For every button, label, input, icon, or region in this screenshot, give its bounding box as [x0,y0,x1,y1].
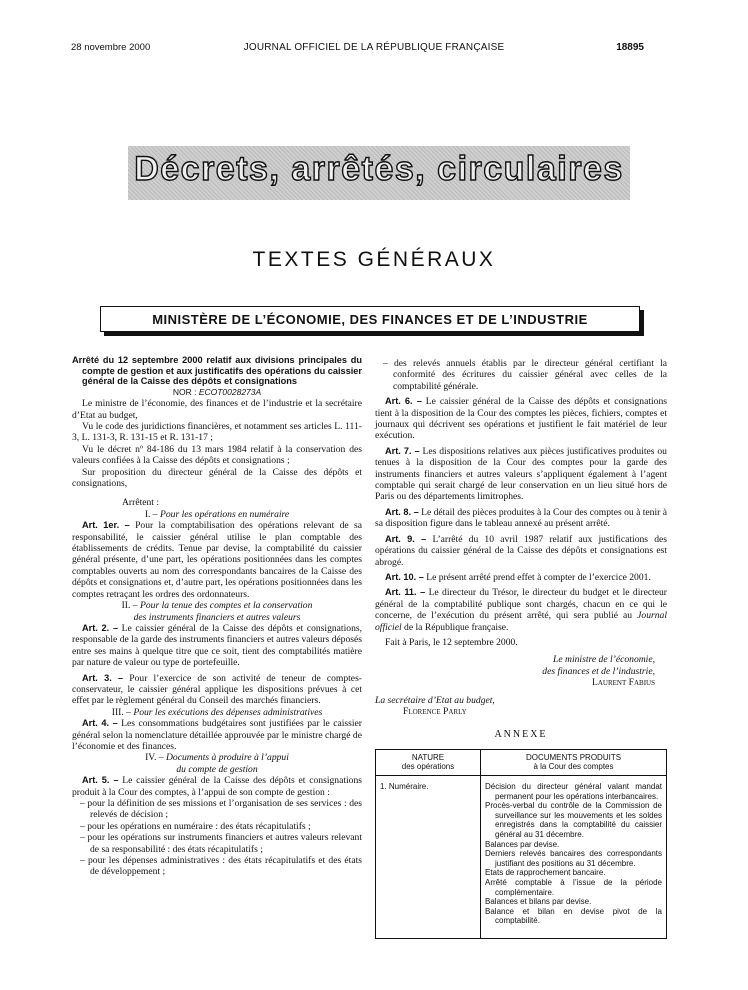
table-cell-nature: 1. Numéraire. [376,775,481,938]
list-item: – des relevés annuels établis par le directeur général certifiant la conformité des écritures du caissier général avec celles de la comptabilité générale. [383,358,667,392]
signature-minister: Le ministre de l’économie, des finances et de l’industrie, Laurent Fabius [542,654,655,689]
preamble-line: Vu le code des juridictions financières, et notamment ses articles L. 111-3, L. 131-3, R. 131-15 et R. 131-17 ; [72,421,362,444]
ministry-box: MINISTÈRE DE L’ÉCONOMIE, DES FINANCES ET DE L’INDUSTRIE [100,306,640,332]
document-item: Etats de rapprochement bancaire. [485,868,606,878]
signing-place-date: Fait à Paris, le 12 septembre 2000. [385,636,518,648]
article-8: Art. 8. – Le détail des pièces produites à la Cour des comptes ou à tenir à sa disposition figure dans le tableau annexé au présent arrêté. [375,506,668,530]
document-item: Balances par devise. [485,839,560,849]
journal-title: JOURNAL OFFICIEL DE LA RÉPUBLIQUE FRANÇAISE [243,42,505,53]
header-date: 28 novembre 2000 [71,42,151,53]
page-number: 18895 [616,42,644,53]
preamble-line: Le ministre de l’économie, des finances et de l’industrie et la secrétaire d’Etat au budget, [72,398,362,421]
right-column [375,358,667,939]
table-header-row [376,749,667,775]
banner-title: Décrets, arrêtés, circulaires [134,150,624,188]
annex-table [375,749,667,939]
annex-title: ANNEXE [494,729,548,741]
preamble-line: Sur proposition du directeur général de la Caisse des dépôts et consignations, [72,466,362,490]
document-item: Balance et bilan en devise pivot de la comptabilité. [485,906,662,926]
table-cell-documents [481,775,667,938]
article-1: Art. 1er. – Pour la comptabilisation des opérations relevant de sa responsabilité, le caissier général utilise le plan comptable des établissements de crédits. Tenue par devise, la comptabilité du caissier général présente, d’une part, les opérations positionnées dans les comptes comptables ouverts au nom des correspondants bancaires de la Caisse des dépôts et consignations et, d’autre part, les opérations positionnées dans les comptes retraçant les ordres des ordonnateurs. [72,520,362,600]
category-banner [128,146,630,200]
list-item: – pour les dépenses administratives : des états récapitulatifs et des états de développement ; [80,855,362,878]
table-row [376,775,667,938]
article-11: Art. 11. – Le directeur du Trésor, le directeur du budget et le directeur général de la comptabilité publique sont chargés, chacun en ce qui le concerne, de l’exécution du présent arrêté, qui sera publié au Journal officiel de la République française. [375,587,668,633]
section-heading-4: IV. – Documents à produire à l’appui du compte de gestion [145,752,289,775]
article-10: Art. 10. – Le présent arrêté prend effet à compter de l’exercice 2001. [385,571,651,583]
nor-value: ECOT0028273A [198,386,262,397]
section-heading-3: III. – Pour les exécutions des dépenses administratives [111,706,323,718]
article-7: Art. 7. – Les dispositions relatives aux pièces justificatives produites ou tenues à la disposition de la Cour des comptes pour la garde des instruments financiers et autres valeurs s’appliquent également à l’agent comptable qui serait chargé de leur conservation en un lieu situé hors de Paris ou des départements limitrophes. [375,445,667,503]
document-item: Procès-verbal du contrôle de la Commission de surveillance sur les mouvements et les soldes enregistrés dans la comptabilité du caissier général au 31 décembre. [485,801,662,839]
document-item: Balances et bilans par devise. [485,897,592,907]
column-header-nature: NATURE des opérations [376,749,481,775]
document-item: Décision du directeur général valant mandat permanent pour les opérations interbancaires. [485,781,662,801]
column-header-documents: DOCUMENTS PRODUITS à la Cour des comptes [481,749,667,775]
left-column [72,355,362,878]
section-heading-1: I. – Pour les opérations en numéraire [144,508,290,520]
document-item: Arrêté comptable à l’issue de la période complémentaire. [485,877,662,897]
article-2: Art. 2. – Le caissier général de la Caisse des dépôts et consignations, responsable de la garde des instruments financiers et autres valeurs déposés entre ses mains à quelque titre que ce soit, tient des comptabilités matière par nature de valeur ou type de portefeuille. [72,622,362,669]
list-item: – pour la définition de ses missions et l’organisation de ses services : des relevés de décision ; [80,798,362,821]
section-heading-2: II. – Pour la tenue des comptes et la conservation des instruments financiers et autres valeurs [121,600,313,623]
decree-title: Arrêté du 12 septembre 2000 relatif aux divisions principales du compte de gestion et aux justificatifs des opérations du caissier général de la Caisse des dépôts et consignations [72,355,362,387]
article-4: Art. 4. – Les consommations budgétaires sont justifiées par le caissier général selon la nomenclature détaillée approuvée par le ministre chargé de l’économie et des finances. [72,718,362,752]
article-5: Art. 5. – Le caissier général de la Caisse des dépôts et consignations produit à la Cour des comptes, à l’appui de son compte de gestion : [72,775,363,798]
article-3: Art. 3. – Pour l’exercice de son activité de teneur de comptes-conservateur, le caissier général applique les dispositions prévues à cet effet par le règlement général du Conseil des marchés financiers. [72,672,362,707]
article-6: Art. 6. – Le caissier général de la Caisse des dépôts et consignations tient à la disposition de la Cour des comptes les pièces, fichiers, comptes et journaux qui décrivent ses opérations et justifient le fait matériel de leur exécution. [375,396,667,442]
nor-label: NOR : [172,386,197,397]
arretent: Arrêtent : [122,497,160,509]
list-item: – pour les opérations en numéraire : des états récapitulatifs ; [80,820,311,832]
list-item: – pour les opérations sur instruments financiers et autres valeurs relevant de sa responsabilité : des états récapitulatifs ; [80,832,362,855]
nor-reference [72,387,362,398]
signature-secretary: La secrétaire d’Etat au budget, Florence Parly [375,694,495,717]
article-9: Art. 9. – L’arrêté du 10 avril 1987 relatif aux justifications des opérations du caissier général de la Caisse des dépôts et consignations est abrogé. [375,533,667,568]
document-item: Derniers relevés bancaires des correspondants justifiant des positions au 31 décembre. [485,849,662,868]
preamble-line: Vu le décret nº 84-186 du 13 mars 1984 relatif à la conservation des valeurs confiées à la Caisse des dépôts et consignations ; [72,443,362,467]
section-title: TEXTES GÉNÉRAUX [252,248,496,271]
